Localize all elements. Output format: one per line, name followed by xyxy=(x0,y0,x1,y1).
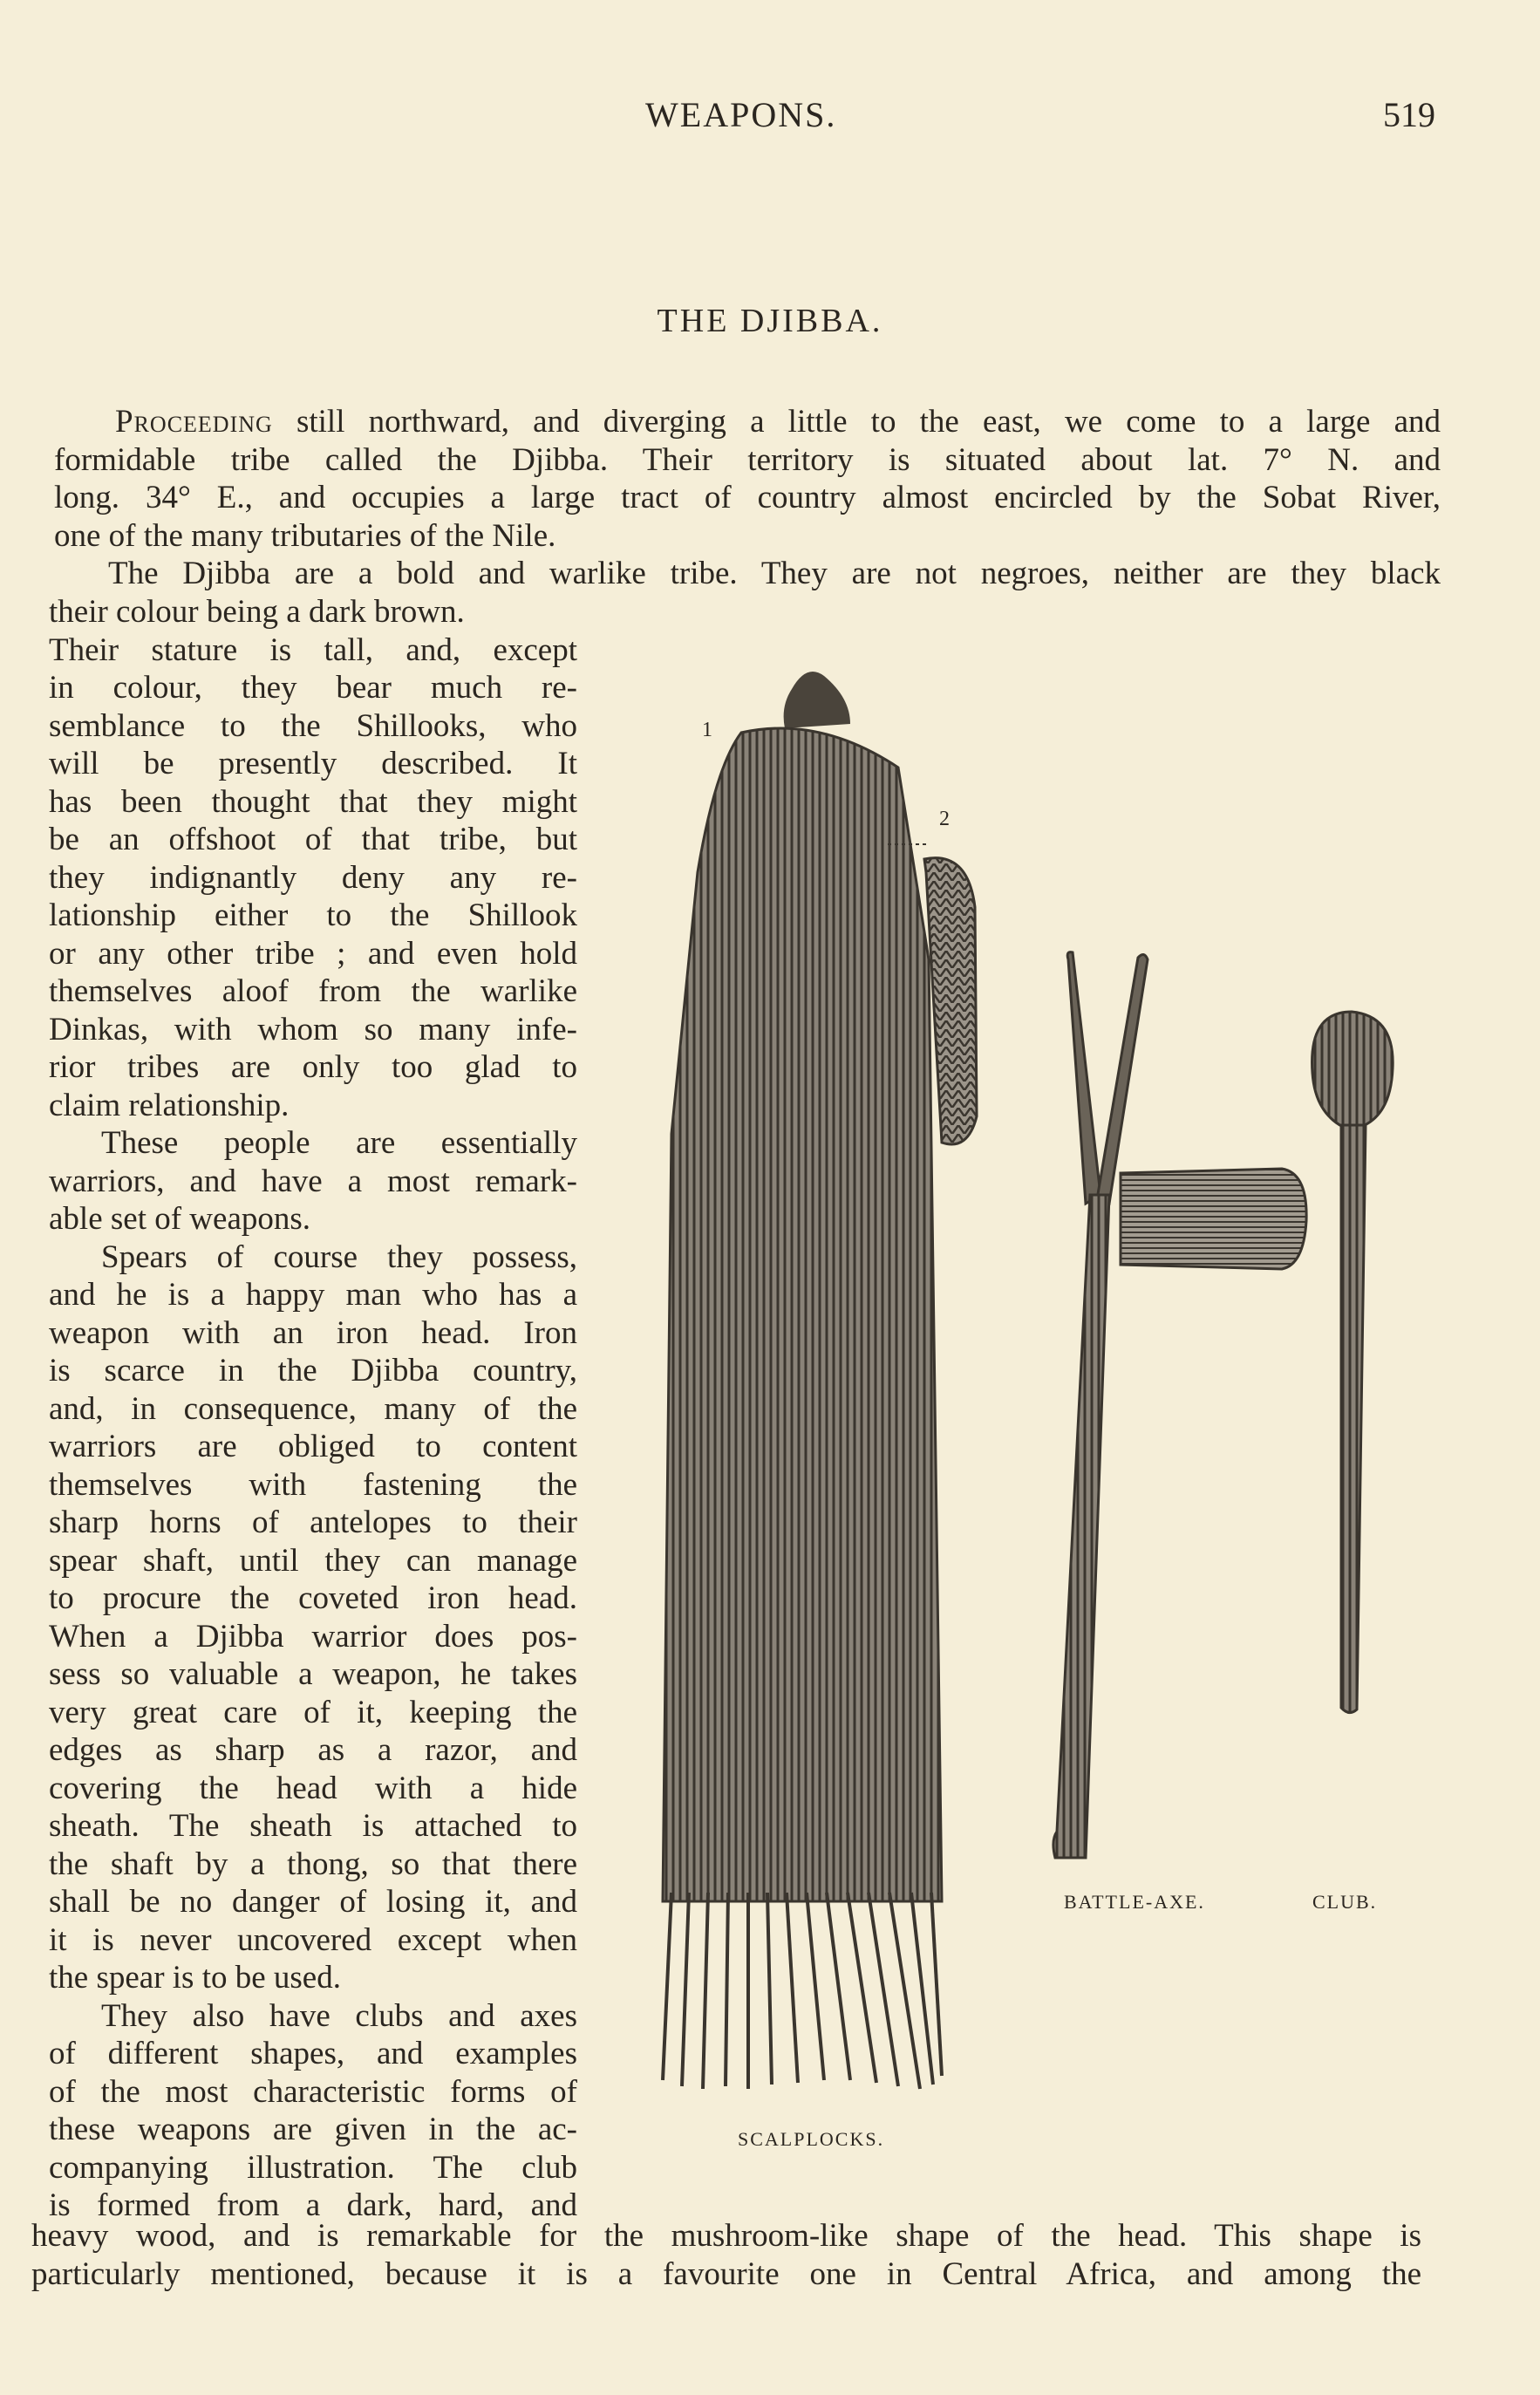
scalplocks-drawing xyxy=(663,672,977,2089)
column-text-line: will be presently described. It xyxy=(49,746,577,781)
column-text-line: They also have clubs and axes xyxy=(101,1997,577,2034)
column-text-line: companying illustration. The club xyxy=(49,2149,577,2186)
column-text-line: their colour being a dark brown. xyxy=(49,594,465,630)
caption-battle-axe: BATTLE-AXE. xyxy=(1064,1891,1205,1913)
column-text-line: covering the head with a hide xyxy=(49,1770,577,1806)
column-text-line: to procure the coveted iron head. xyxy=(49,1580,577,1616)
column-text-line: edges as sharp as a razor, and xyxy=(49,1732,577,1768)
column-text-line: These people are essentially xyxy=(101,1125,577,1161)
column-text-line: has been thought that they might xyxy=(49,783,577,820)
column-text-line: these weapons are given in the ac- xyxy=(49,2112,577,2147)
column-text-line: sess so valuable a weapon, he takes xyxy=(49,1656,577,1692)
figure-label-1: 1 xyxy=(702,719,712,741)
column-text-line: warriors are obliged to content xyxy=(49,1429,577,1464)
column-text-line: is formed from a dark, hard, and xyxy=(49,2187,577,2223)
caption-scalplocks: SCALPLOCKS. xyxy=(738,2128,885,2150)
column-text-line: warriors, and have a most remark- xyxy=(49,1163,577,1199)
column-text-line: claim relationship. xyxy=(49,1087,290,1123)
text-line: formidable tribe called the Djibba. Their territory is situated about lat. 7° N. and xyxy=(54,441,1441,478)
column-text-line: When a Djibba warrior does pos- xyxy=(49,1618,577,1655)
column-text-line: Dinkas, with whom so many infe- xyxy=(49,1011,577,1047)
column-text-line: rior tribes are only too glad to xyxy=(49,1049,577,1085)
section-title: THE DJIBBA. xyxy=(657,303,883,339)
column-text-line: themselves aloof from the warlike xyxy=(49,973,577,1009)
column-text-line: the spear is to be used. xyxy=(49,1960,341,1996)
column-text-line: is scarce in the Djibba country, xyxy=(49,1353,577,1389)
column-text-line: themselves with fastening the xyxy=(49,1466,577,1503)
column-text-line: it is never uncovered except when xyxy=(49,1921,577,1958)
column-text-line: sheath. The sheath is attached to xyxy=(49,1808,577,1844)
column-text-line: spear shaft, until they can manage xyxy=(49,1542,577,1579)
column-text-line: in colour, they bear much re- xyxy=(49,670,577,706)
column-text-line: lationship either to the Shillook xyxy=(49,897,577,933)
caption-club: CLUB. xyxy=(1312,1891,1378,1913)
column-text-line: semblance to the Shillooks, who xyxy=(49,707,577,744)
column-text-line: and he is a happy man who has a xyxy=(49,1277,577,1313)
text-line: long. 34° E., and occupies a large tract of country almost encircled by the Sobat River, xyxy=(54,480,1441,515)
figure-label-2: 2 xyxy=(939,808,950,830)
text-line: particularly mentioned, because it is a favourite one in Central Africa, and among the xyxy=(31,2255,1421,2292)
text-line: one of the many tributaries of the Nile. xyxy=(54,517,556,554)
text-line: The Djibba are a bold and warlike tribe. They are not negroes, neither are they black xyxy=(108,556,1441,591)
column-text-line: able set of weapons. xyxy=(49,1201,311,1237)
column-text-line: they indignantly deny any re- xyxy=(49,859,577,896)
column-text-line: or any other tribe ; and even hold xyxy=(49,935,577,972)
column-text-line: Their stature is tall, and, except xyxy=(49,631,577,668)
running-title: WEAPONS. xyxy=(645,95,837,134)
column-text-line: the shaft by a thong, so that there xyxy=(49,1846,577,1882)
text-line: Proceeding still northward, and diverging a little to the east, we come to a large and xyxy=(115,404,1441,440)
column-text-line: Spears of course they possess, xyxy=(101,1238,577,1275)
column-text-line: sharp horns of antelopes to their xyxy=(49,1505,577,1540)
page-number: 519 xyxy=(1383,95,1435,134)
text-line: heavy wood, and is remarkable for the mushroom-like shape of the head. This shape is xyxy=(31,2218,1421,2254)
column-text-line: weapon with an iron head. Iron xyxy=(49,1314,577,1351)
dropcap-word: Proceeding xyxy=(115,404,273,440)
column-text-line: and, in consequence, many of the xyxy=(49,1390,577,1427)
column-text-line: of the most characteristic forms of xyxy=(49,2073,577,2110)
column-text-line: shall be no danger of losing it, and xyxy=(49,1884,577,1920)
column-text-line: very great care of it, keeping the xyxy=(49,1694,577,1730)
battle-axe-drawing xyxy=(1053,952,1306,1858)
column-text-line: be an offshoot of that tribe, but xyxy=(49,822,577,857)
club-drawing xyxy=(1312,1012,1393,1713)
column-text-line: of different shapes, and examples xyxy=(49,2036,577,2071)
